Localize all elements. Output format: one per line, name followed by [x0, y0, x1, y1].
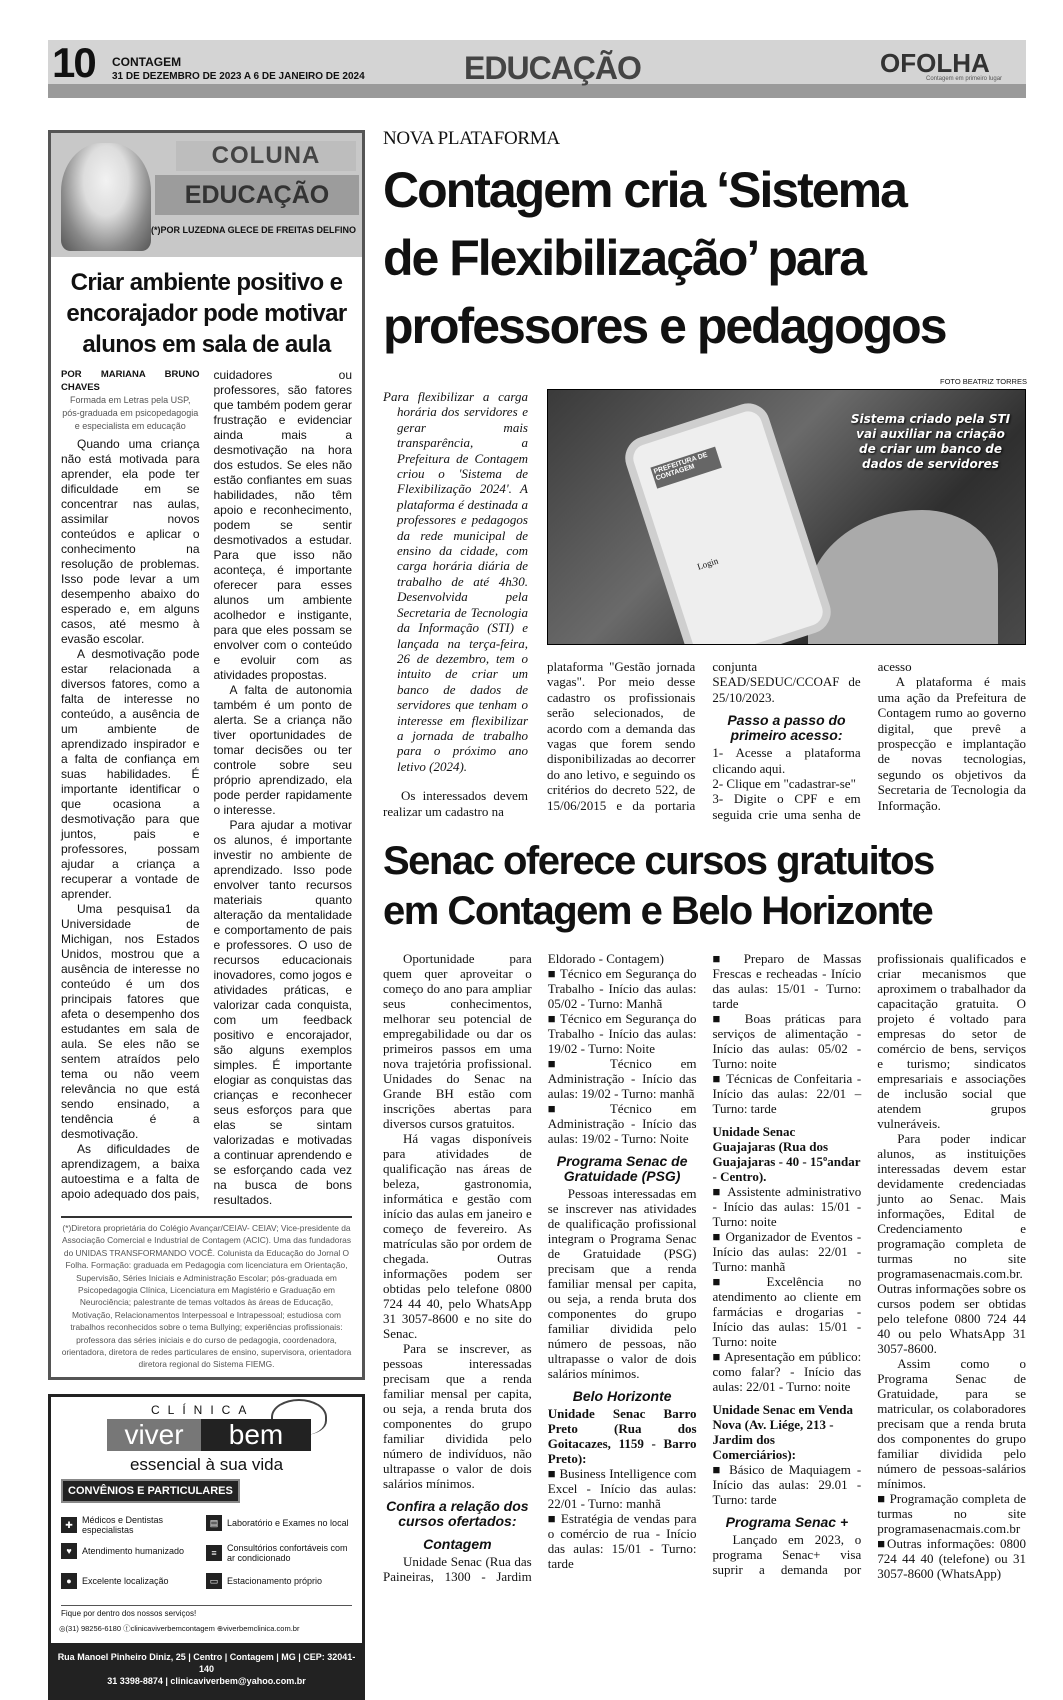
logo-tagline: Contagem em primeiro lugar: [926, 76, 1003, 82]
paragraph: A plataforma é mais uma ação da Prefeitura de Contagem rumo ao governo digital, que prevê a prospecção e implantação de novas tecnologias, segundo os objetivos da Secretaria de Tecnologia da Informação.: [877, 674, 1026, 813]
air-conditioner-icon: ≡: [206, 1545, 222, 1561]
headline-line: de Flexibilização’ para: [383, 230, 866, 286]
whatsapp-icon: ◎: [59, 1623, 66, 1633]
photo-caption: Sistema criado pela STI vai auxiliar na criação de criar um banco de dados de servidores: [850, 412, 1011, 471]
ad-slogan: essencial à sua vida: [129, 1454, 284, 1474]
paragraph: Os interessados devem realizar um cadastro na: [383, 788, 528, 819]
paragraph: Para poder indicar alunos, as instituições interessadas devem estar devidamente credenciadas junto ao Senac. Mais informações, Edital de Credenciamento e programação completa de turmas no site programasenacmais.com.br. Outras informações sobre os cursos podem ser obtidas pelo telefone 0800 724 44 40 ou pelo WhatsApp 31 3057-8600.: [877, 1131, 1026, 1356]
ad-address: Rua Manoel Pinheiro Diniz, 25 | Centro | Contagem | MG | CEP: 32041-140: [57, 1651, 356, 1674]
unit-address: Unidade Senac em Venda Nova (Av. Liége, 213 - Jardim dos Comerciários):: [712, 1402, 853, 1462]
ad-phone-email: 31 3398-8874 | clinicaviverbem@yahoo.com.br: [107, 1675, 306, 1686]
ad-feature: [206, 1515, 356, 1531]
ad-feature: [206, 1573, 356, 1589]
ad-feature: [61, 1573, 201, 1589]
article-photo: [547, 389, 1026, 645]
ad-banner: CONVÊNIOS E PARTICULARES: [61, 1479, 240, 1503]
paragraph: Oportunidade para quem quer aproveitar o começo do ano para ampliar seus conhecimentos, melhorar seu potencial de empregabilidade ou dar os primeiros passos em uma nova trajetória profissional. Unidades do Senac na Grande BH estão com inscrições abertas para diversos cursos gratuitos.: [383, 951, 532, 1131]
page-number: 10: [52, 39, 95, 86]
photo-credit: FOTO BEATRIZ TORRES: [940, 377, 1027, 386]
paragraph: Assim como o Programa Senac de Gratuidade, para se matricular, os colaboradores precisam que a renda bruta dos componentes do grupo familiar dividida pelo número de pessoas-salários mínimos.: [877, 1356, 1026, 1491]
globe-icon: ⊕: [216, 1623, 224, 1633]
phone-login-label: Login: [695, 555, 720, 572]
feature-label: Estacionamento próprio: [227, 1575, 323, 1586]
course-item: ■ Boas práticas para serviços de alimentação - Início das aulas: 05/02 - Turno: noite: [712, 1011, 862, 1071]
left-column: [48, 130, 365, 1700]
paragraph: A falta de autonomia também é um ponto de alerta. Se a criança não tiver oportunidades de tomar decisões ou ter controle sobre seu próprio aprendizado, ela pode perder rapidamente o interesse.: [213, 683, 352, 817]
paragraph: Para ajudar a motivar os alunos, é importante investir no ambiente de aprendizado. Isso pode envolver tanto recursos materiais quanto alteração da mentalidade e comportamento de pais e professores. O uso de recursos educacionais inovadores, como jogos e atividades práticas, e valorizar cada conquista, com um feedback positivo e encorajador, são alguns exemplos simples. É importante elogiar as conquistas das crianças e reconhecer seus esforços para que elas se sintam valorizadas e motivadas a continuar aprendendo e se esforçando cada vez na busca de bons resultados.: [213, 818, 352, 1207]
feature-label: Excelente localização: [82, 1575, 169, 1586]
column-tag: COLUNA: [176, 141, 356, 171]
course-item: ■ Técnico em Administração - Início das aulas: 19/02 - Turno: Noite: [547, 1101, 697, 1146]
step-item: 3- Digite o CPF e em seguida crie uma senha de acesso: [712, 659, 912, 822]
subheading: Belo Horizonte: [572, 1388, 672, 1404]
divider: [61, 1605, 352, 1606]
document-icon: ▤: [206, 1515, 222, 1531]
course-item: ■ Organizador de Eventos - Início das aulas: 22/01 - Turno: manhã: [712, 1229, 862, 1274]
paragraph: A desmotivação pode estar relacionada a diversos fatores, como a falta de interesse no conteúdo, a ausência de um ambiente de aprendizado inspirador e a falta de confiança em suas habilidades. É importante identificar o que ocasiona a desmotivação para que juntos, pais e professores, possam ajudar a criança a recuperar a vontade de aprender.: [61, 647, 200, 901]
info-item: ■ Programação completa de turmas no site programasenacmais.com.br: [877, 1491, 1026, 1536]
paragraph: Quando uma criança não está motivada para aprender, ela pode ter dificuldade em se concentrar nas aulas, assimilar novos conteúdos e aplicar o conhecimento na resolução de problemas. Isso pode levar a um desempenho abaixo do esperado e, em alguns casos, até mesmo à evasão escolar.: [61, 437, 200, 646]
smartphone: [620, 398, 837, 645]
article-author: POR MARIANA BRUNO CHAVES: [61, 369, 200, 393]
column-tag-subject: EDUCAÇÃO: [155, 175, 359, 215]
ad-facebook: clinicaviverbemcontagem: [130, 1623, 215, 1633]
unit-address: Unidade Senac Barro Preto (Rua dos Goitacazes, 1159 - Barro Preto):: [547, 1406, 697, 1466]
ad-whatsapp: (31) 98256-6180: [65, 1623, 122, 1633]
subheading: Contagem: [423, 1536, 492, 1552]
subheading: Programa Senac de Gratuidade (PSG): [556, 1153, 688, 1184]
feature-label: Laboratório e Exames no local: [227, 1517, 349, 1528]
clinic-advertisement: [48, 1394, 365, 1700]
phone-app-logo: PREFEITURA DE CONTAGEM: [650, 447, 721, 489]
headline-line: Contagem cria ‘Sistema: [383, 162, 906, 218]
feature-label: Médicos e Dentistas especialistas: [82, 1514, 164, 1535]
unit-address: Unidade Senac Guajajaras (Rua dos Guajajaras - 40 - 15ºandar - Centro).: [712, 1124, 861, 1184]
article-headline: [383, 836, 1026, 936]
ad-feature: [61, 1515, 201, 1535]
columnist-byline: (*)POR LUZEDNA GLECE DE FREITAS DELFINO: [150, 225, 356, 235]
ad-follow-text: Fique por dentro dos nossos serviços!: [61, 1608, 197, 1618]
course-item: ■ Excelência no atendimento ao cliente em farmácias e drogarias - Início das aulas: 15/01 - Turno: noite: [712, 1274, 862, 1349]
hand-shape: [808, 510, 998, 645]
hand-care-icon: ♥: [61, 1543, 77, 1559]
headline-line: professores e pedagogos: [383, 298, 946, 354]
course-item: ■ Preparo de Massas Frescas e recheadas - Início das aulas: 15/01 - Turno: tarde: [712, 951, 862, 1011]
location-pin-icon: ●: [61, 1573, 77, 1589]
ad-site: viverbemclinica.com.br: [223, 1623, 300, 1633]
subheading: Confira a relação dos cursos ofertados:: [386, 1498, 529, 1529]
course-item: ■ Assistente administrativo - Início das aulas: 15/01 - Turno: noite: [712, 1184, 862, 1229]
logo-text: OFOLHA: [880, 48, 990, 78]
newspaper-logo: [880, 46, 1020, 82]
paragraph: As dificuldades de aprendizagem, a baixa autoestima e a falta de apoio adequado dos pais, cuidadores ou professores, são fatores que também podem gerar frustração e evidenciar ainda mais a desmotivação na hora dos estudos. Se eles não estão confiantes em suas habilidades, não têm apoio e reconhecimento, podem se sentir desmotivados a estudar. Para que isso não aconteça, é importante oferecer para esses alunos um ambiente acolhedor e instigante, para que eles possam se envolver com o conteúdo e evoluir com as atividades propostas.: [61, 368, 352, 1201]
column-header: [51, 133, 362, 257]
article-headline: [383, 156, 1026, 360]
step-item: 2- Clique em "cadastrar-se": [712, 776, 856, 792]
subheading: Programa Senac +: [725, 1514, 849, 1530]
course-item: ■ Básico de Maquiagem - Início das aulas: 29.01 - Turno: tarde: [712, 1462, 862, 1507]
headline-line: em Contagem e Belo Horizonte: [383, 889, 933, 933]
section-title: EDUCAÇÃO: [464, 50, 641, 86]
info-item: ■Outras informações: 0800 724 44 40 (telefone) ou 31 3057-8600 (WhatsApp): [877, 1536, 1026, 1581]
paragraph: Para se inscrever, as pessoas interessadas precisam que a renda familiar mensal per capita, ou seja, a renda bruta dos componentes do grupo familiar dividida pelo número de indivíduos, não ultrapasse o valor de dois salários mínimos.: [383, 1341, 532, 1491]
author-credentials: Formada em Letras pela USP, pós-graduada em psicopedagogia e especialista em educação: [62, 395, 199, 431]
edition-dates: 31 DE DEZEMBRO DE 2023 A 6 DE JANEIRO DE 2024: [112, 71, 365, 82]
medical-kit-icon: ✚: [61, 1517, 77, 1533]
step-item: 1- Acesse a plataforma clicando aqui.: [712, 745, 861, 776]
column-body: [51, 368, 362, 1208]
paragraph: Lançado em 2023, o programa Senac+ visa suprir a demanda por profissionais qualificados e criar mecanismos que aproximem o trabalhador da capacitação gratuita. O projeto é voltado para empresas do setor de comércio de bens, serviços e turismo; sindicatos empresariais e associações de inclusão social que atendem grupos vulneráveis.: [712, 951, 1026, 1577]
paragraph: Há vagas disponíveis para atividades de qualificação nas áreas de beleza, gastronomia, informática e gestão com início das aulas em janeiro e começo de fevereiro. As matrículas são por ordem de chegada. Outras informações podem ser obtidas pelo telefone 0800 724 44 40, pelo WhatsApp 31 3057-8600 e no site do Senac.: [383, 1131, 532, 1341]
course-item: ■ Técnico em Segurança do Trabalho - Início das aulas: 05/02 - Turno: Manhã: [547, 966, 697, 1011]
lead-text: Para flexibilizar a carga horária dos servidores e gerar mais transparência, a Prefeitura de Contagem criou o 'Sistema de Flexibilização 2024'. A plataforma é destinada a professores e pedagogos da rede municipal de ensino da cidade, com carga horária diária de trabalho de até 4h30. Desenvolvida pela Secretaria de Tecnologia da Informação (STI) e lançada na terça-feira, 26 de dezembro, tem o intuito de criar um banco de dados de servidores que tenham o interesse em flexibilizar a jornada de trabalho para o próximo ano letivo (2024).: [383, 389, 528, 774]
paragraph: Uma pesquisa1 da Universidade de Michigan, nos Estados Unidos, mostrou que a ausência de interesse no conteúdo é um dos principais fatores que afeta o desempenho dos estudantes em sala de aula. Se eles não se sentem atraídos pelo tema ou não veem relevância no que está sendo ensinado, a tendência é a desmotivação.: [61, 902, 200, 1141]
course-item: ■ Business Intelligence com Excel - Início das aulas: 22/01 - Turno: manhã: [547, 1466, 697, 1511]
lead-column: [383, 389, 528, 819]
article-body-columns: [383, 951, 1026, 1584]
ad-brand-part2: bem: [201, 1419, 311, 1451]
ad-contacts: [59, 1623, 299, 1634]
course-item: ■ Técnico em Administração - Início das aulas: 19/02 - Turno: manhã: [547, 1056, 697, 1101]
ad-feature: [61, 1543, 201, 1559]
columnist-bio: (*)Diretora proprietária do Colégio Avançar/CEIAV- CEIAV; Vice-presidente da Associação Comercial e Industrial de Contagem (ACIC). Uma das fundadoras do UNIDAS TRANSFORMANDO VOCÊ. Colunista da Educação do Jornal O Folha. Formação: graduada em Pedagogia com licenciatura em Orientação, Supervisão, Séries Iniciais e Administração Escolar; pós-graduada em Psicopedagogia Clínica, Licenciatura em Magistério e Graduação em Neurociência; palestrante de temas voltados às áreas de Educação, Motivação, Relacionamentos Interpessoal e Intrapessoal; estudiosa com trabalhos reconhecidos sobre o tema Bullying; experiências profissionais: professora das séries iniciais e do curso de pedagogia, coordenadora, orientadora, diretora de redes particulares de ensino, supervisora, orientadora diretora regional do Sistema FIEMG.: [61, 1223, 352, 1370]
course-item: ■ Técnico em Segurança do Trabalho - Início das aulas: 19/02 - Turno: Noite: [547, 1011, 697, 1056]
headline-line: Senac oferece cursos gratuitos: [383, 839, 934, 883]
opinion-column: [48, 130, 365, 1380]
feature-label: Consultórios confortáveis com ar condicionado: [227, 1542, 348, 1563]
subheading: Passo a passo do primeiro acesso:: [727, 712, 846, 744]
course-item: ■ Estratégia de vendas para o comércio de rua - Início das aulas: 15/01 - Turno: tarde: [547, 1511, 697, 1571]
parking-icon: ▭: [206, 1573, 222, 1589]
edition-city: CONTAGEM: [112, 55, 182, 69]
feature-label: Atendimento humanizado: [82, 1545, 185, 1556]
paragraph: plataforma "Gestão jornada vagas". Por meio desse cadastro os profissionais serão selecionados, de acordo com a demanda das vagas que forem sendo disponibilizadas ao decorrer do ano letivo, e seguindo os critérios do decreto 522, de 15/06/2015 e da portaria conjunta SEAD/SEDUC/CCOAF de 25/10/2023.: [547, 659, 861, 813]
article-body-columns: [547, 659, 1026, 822]
course-item: ■ Técnicas de Confeitaria - Início das aulas: 22/01 – Turno: tarde: [712, 1071, 862, 1116]
unit-address: Unidade Senac (Rua das Paineiras, 1300 - Jardim Eldorado - Contagem): [383, 951, 664, 1584]
ad-footer: [51, 1643, 362, 1697]
ad-feature: [206, 1543, 356, 1563]
facebook-icon: ⓕ: [123, 1623, 131, 1633]
article-lead: [383, 389, 528, 774]
ad-clinic-label: CLÍNICA: [151, 1402, 255, 1417]
column-headline: Criar ambiente positivo e encorajador pode motivar alunos em sala de aula: [66, 269, 347, 358]
article-kicker: NOVA PLATAFORMA: [383, 128, 560, 149]
paragraph: Pessoas interessadas em se inscrever nas atividades de qualificação profissional integram o Programa Senac de Gratuidade (PSG) precisam que a renda familiar mensal per capita, ou seja, a renda bruta dos componentes do grupo familiar dividida pelo número de pessoas, não ultrapasse o valor de dois salários mínimos.: [547, 1186, 697, 1381]
ad-brand-part1: viver: [107, 1419, 201, 1451]
course-item: ■ Apresentação em público: como falar? - Início das aulas: 22/01 - Turno: noite: [712, 1349, 862, 1394]
